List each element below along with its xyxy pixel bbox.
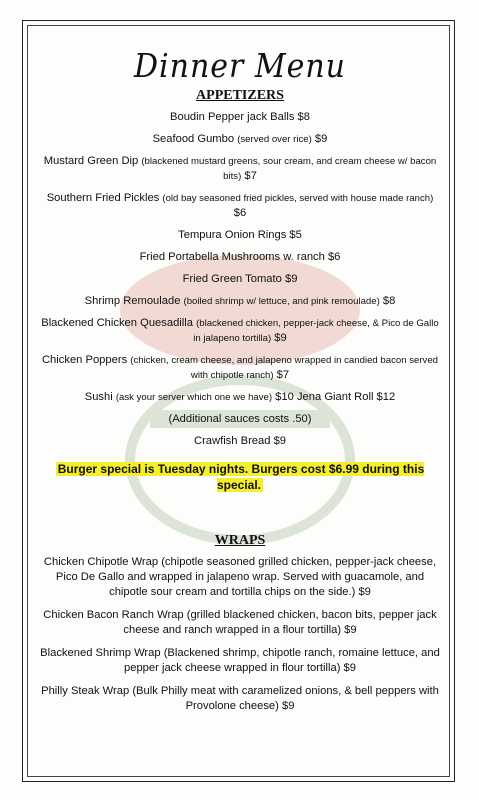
appetizer-item: Fried Portabella Mushrooms w. ranch $6: [139, 251, 341, 263]
appetizer-item: Shrimp Remoulade (boiled shrimp w/ lettuce, and pink remoulade) $8: [84, 295, 396, 307]
appetizers-heading: APPETIZERS: [196, 88, 284, 103]
appetizer-item: (Additional sauces costs .50): [168, 413, 312, 425]
appetizer-item: Tempura Onion Rings $5: [178, 229, 302, 241]
appetizer-item: Sushi (ask your server which one we have) $10 Jena Giant Roll $12: [84, 391, 396, 403]
appetizer-item: Southern Fried Pickles (old bay seasoned fried pickles, served with house made ranch) $6: [46, 192, 434, 219]
appetizer-item: Blackened Chicken Quesadilla (blackened chicken, pepper-jack cheese, & Pico de Gallo in jalapeno tortilla) $9: [41, 317, 439, 344]
appetizer-item: Crawfish Bread $9: [193, 435, 287, 447]
appetizer-item: Chicken Poppers (chicken, cream cheese, and jalapeno wrapped in candied bacon served with chipotle ranch) $7: [41, 354, 439, 381]
appetizer-list: [40, 110, 440, 449]
wrap-item: Philly Steak Wrap (Bulk Philly meat with caramelized onions, & bell peppers with Provolone cheese) $9: [41, 685, 439, 712]
menu-content: [40, 48, 440, 722]
wrap-item: Chicken Bacon Ranch Wrap (grilled blackened chicken, bacon bits, pepper jack cheese and ranch wrapped in a flour tortilla) $9: [43, 609, 437, 636]
appetizer-item: Boudin Pepper jack Balls $8: [170, 111, 310, 123]
wrap-list: [40, 555, 440, 714]
menu-title: Dinner Menu: [133, 47, 347, 86]
appetizer-item: Seafood Gumbo (served over rice) $9: [152, 133, 328, 145]
wrap-item: Blackened Shrimp Wrap (Blackened shrimp, chipotle ranch, romaine lettuce, and pepper jack cheese wrapped in flour tortilla) $9: [40, 647, 440, 674]
burger-special-text: Burger special is Tuesday nights. Burgers cost $6.99 during this special.: [57, 462, 425, 492]
wrap-item: Chicken Chipotle Wrap (chipotle seasoned grilled chicken, pepper-jack cheese, Pico De Gallo and wrapped in jalapeno wrap. Served with guacamole, and chipotle sour cream and tortilla chips on the side.) $9: [43, 556, 437, 598]
appetizer-item: Mustard Green Dip (blackened mustard greens, sour cream, and cream cheese w/ bacon bits) $7: [43, 155, 437, 182]
appetizer-item: Fried Green Tomato $9: [182, 273, 298, 285]
wraps-heading: WRAPS: [214, 533, 266, 548]
burger-special-notice: [48, 461, 432, 493]
